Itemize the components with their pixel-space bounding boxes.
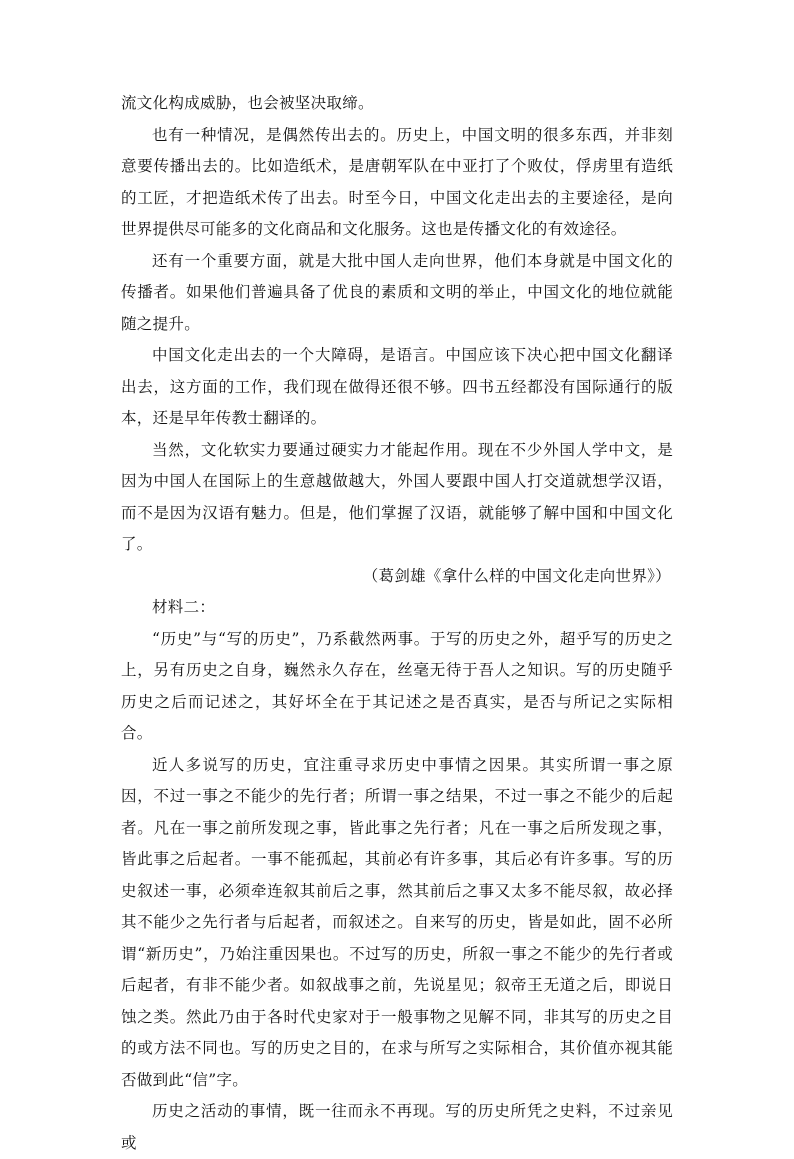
material-two-heading: 材料二： [152, 598, 216, 616]
paragraph-accidental-spread: 也有一种情况，是偶然传出去的。历史上，中国文明的很多东西，并非刻意要传播出去的。比如造纸术，是唐朝军队在中亚打了个败仗，俘虏里有造纸的工匠，才把造纸术传了出去。时至今日，中国文化走出去的主要途径，是向世界提供尽可能多的文化商品和文化服务。这也是传播文化的有效途径。 [121, 125, 673, 238]
document-body [121, 88, 673, 1159]
source-citation: （葛剑雄《拿什么样的中国文化走向世界》） [362, 566, 671, 585]
paragraph-people-going-abroad: 还有一个重要方面，就是大批中国人走向世界，他们本身就是中国文化的传播者。如果他们普遍具备了优良的素质和文明的举止，中国文化的地位就能随之提升。 [121, 251, 673, 333]
paragraph-history-vs-written: “历史”与“写的历史”，乃系截然两事。于写的历史之外，超乎写的历史之上，另有历史之自身，巍然永久存在，丝毫无待于吾人之知识。写的历史随乎历史之后而记述之，其好坏全在于其记述之是否真实，是否与所记之实际相合。 [121, 629, 673, 742]
paragraph-soft-power: 当然，文化软实力要通过硬实力才能起作用。现在不少外国人学中文，是因为中国人在国际上的生意越做越大，外国人要跟中国人打交道就想学汉语，而不是因为汉语有魅力。但是，他们掌握了汉语，就能够了解中国和中国文化了。 [121, 440, 673, 553]
paragraph-historical-activity: 历史之活动的事情，既一往而永不再现。写的历史所凭之史料，不过亲见或 [121, 1102, 673, 1152]
paragraph-causality: 近人多说写的历史，宜注重寻求历史中事情之因果。其实所谓一事之原因，不过一事之不能少的先行者；所谓一事之结果，不过一事之不能少的后起者。凡在一事之前所发现之事，皆此事之先行者；凡在一事之后所发现之事，皆此事之后起者。一事不能孤起，其前必有许多事，其后必有许多事。写的历史叙述一事，必须牵连叙其前后之事，然其前后之事又太多不能尽叙，故必择其不能少之先行者与后起者，而叙述之。自来写的历史，皆是如此，固不必所谓“新历史”，乃始注重因果也。不过写的历史，所叙一事之不能少的先行者或后起者，有非不能少者。如叙战事之前，先说星见；叙帝王无道之后，即说日蚀之类。然此乃由于各时代史家对于一般事物之见解不同，非其写的历史之目的或方法不同也。写的历史之目的，在求与所写之实际相合，其价值亦视其能否做到此“信”字。 [121, 755, 673, 1089]
paragraph-language-barrier: 中国文化走出去的一个大障碍，是语言。中国应该下决心把中国文化翻译出去，这方面的工作，我们现在做得还很不够。四书五经都没有国际通行的版本，还是早年传教士翻译的。 [121, 346, 673, 427]
paragraph-continuation: 流文化构成威胁，也会被坚决取缔。 [121, 94, 374, 112]
